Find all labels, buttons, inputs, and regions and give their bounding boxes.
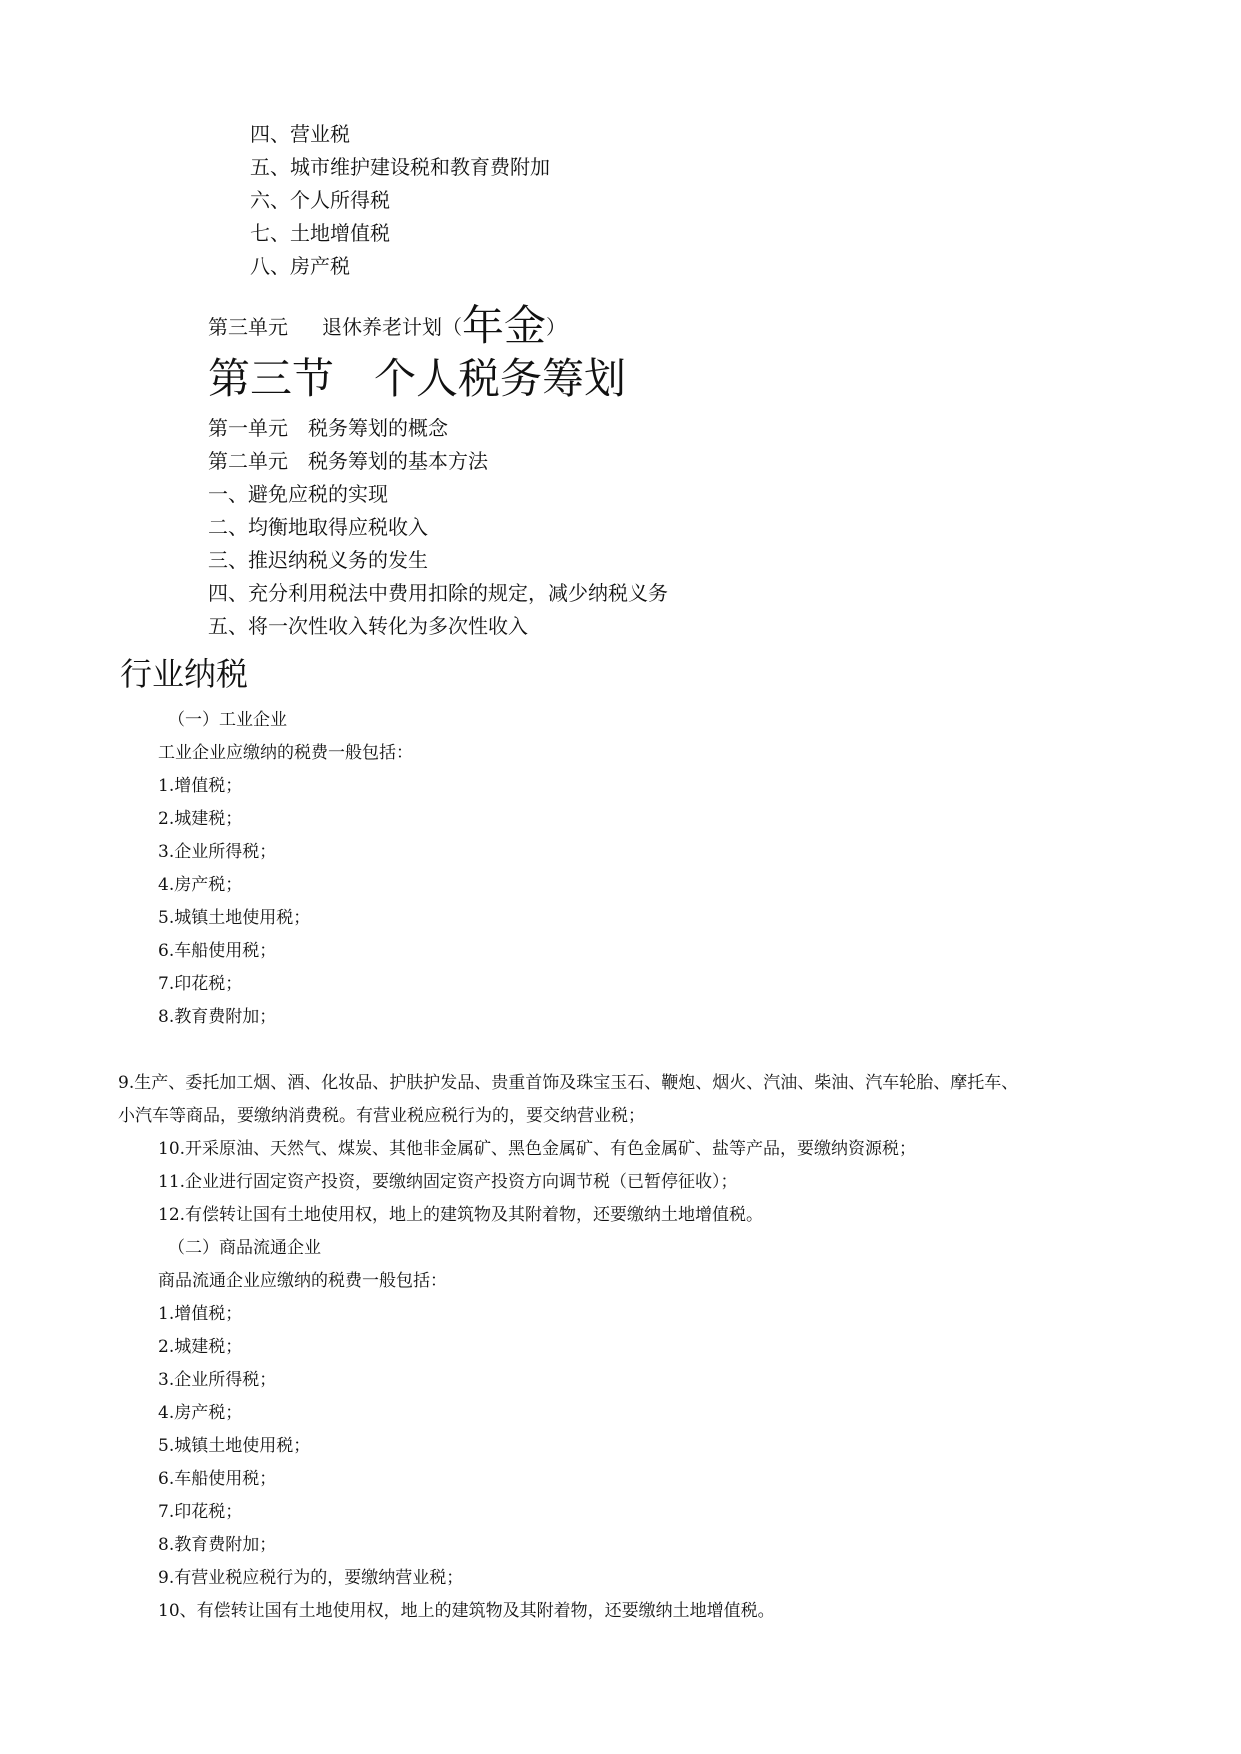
unit-three-prefix: 第三单元 <box>208 315 288 339</box>
commercial-item: 1.增值税； <box>158 1304 243 1324</box>
method-item: 三、推迟纳税义务的发生 <box>208 548 428 572</box>
industrial-item-9-line-2: 小汽车等商品，要缴纳消费税。有营业税应税行为的，要交纳营业税； <box>118 1106 645 1126</box>
outline-item: 五、城市维护建设税和教育费附加 <box>250 155 550 179</box>
unit-three-suffix: ） <box>546 315 567 339</box>
industrial-item: 8.教育费附加； <box>158 1007 277 1027</box>
commercial-item: 6.车船使用税； <box>158 1469 277 1489</box>
method-item: 四、充分利用税法中费用扣除的规定，减少纳税义务 <box>208 581 668 605</box>
industrial-item: 7.印花税； <box>158 974 243 994</box>
commercial-item: 7.印花税； <box>158 1502 243 1522</box>
section-title <box>208 354 627 403</box>
industrial-intro: 工业企业应缴纳的税费一般包括： <box>158 743 413 763</box>
commercial-item: 3.企业所得税； <box>158 1370 277 1390</box>
industry-heading: 行业纳税 <box>120 655 249 693</box>
industrial-item: 12.有偿转让国有土地使用权，地上的建筑物及其附着物，还要缴纳土地增值税。 <box>158 1205 764 1225</box>
industrial-item: 2.城建税； <box>158 809 243 829</box>
unit-three-text: 退休养老计划（ <box>322 315 462 339</box>
industrial-item: 10.开采原油、天然气、煤炭、其他非金属矿、黑色金属矿、有色金属矿、盐等产品，要缴纳资源税； <box>158 1139 917 1159</box>
method-item: 二、均衡地取得应税收入 <box>208 515 428 539</box>
commercial-item: 5.城镇土地使用税； <box>158 1436 311 1456</box>
commercial-item: 10、有偿转让国有土地使用权，地上的建筑物及其附着物，还要缴纳土地增值税。 <box>158 1601 775 1621</box>
outline-item: 六、个人所得税 <box>250 188 390 212</box>
industrial-item: 11.企业进行固定资产投资，要缴纳固定资产投资方向调节税（已暂停征收）； <box>158 1172 738 1192</box>
method-item: 五、将一次性收入转化为多次性收入 <box>208 614 528 638</box>
commercial-item: 4.房产税； <box>158 1403 243 1423</box>
unit-item: 第一单元 税务筹划的概念 <box>208 416 448 440</box>
commercial-item: 8.教育费附加； <box>158 1535 277 1555</box>
outline-item: 七、土地增值税 <box>250 221 390 245</box>
commercial-title: （二）商品流通企业 <box>168 1238 321 1258</box>
industrial-item: 6.车船使用税； <box>158 941 277 961</box>
commercial-intro: 商品流通企业应缴纳的税费一般包括： <box>158 1271 447 1291</box>
commercial-item: 2.城建税； <box>158 1337 243 1357</box>
industrial-item: 4.房产税； <box>158 875 243 895</box>
commercial-item: 9.有营业税应税行为的，要缴纳营业税； <box>158 1568 464 1588</box>
unit-item: 第二单元 税务筹划的基本方法 <box>208 449 488 473</box>
industrial-item: 3.企业所得税； <box>158 842 277 862</box>
unit-three-big-text: 年金 <box>462 301 547 350</box>
method-item: 一、避免应税的实现 <box>208 482 388 506</box>
industrial-title: （一）工业企业 <box>168 710 287 730</box>
industrial-item: 5.城镇土地使用税； <box>158 908 311 928</box>
outline-item: 四、营业税 <box>250 122 350 146</box>
unit-three-line <box>208 301 567 350</box>
industrial-item: 1.增值税； <box>158 776 243 796</box>
industrial-item-9-line-1: 9.生产、委托加工烟、酒、化妆品、护肤护发品、贵重首饰及珠宝玉石、鞭炮、烟火、汽油、柴油、汽车轮胎、摩托车、 <box>118 1073 1019 1093</box>
outline-item: 八、房产税 <box>250 254 350 278</box>
section-title-text: 个人税务筹划 <box>374 354 627 403</box>
section-number: 第三节 <box>208 354 335 403</box>
